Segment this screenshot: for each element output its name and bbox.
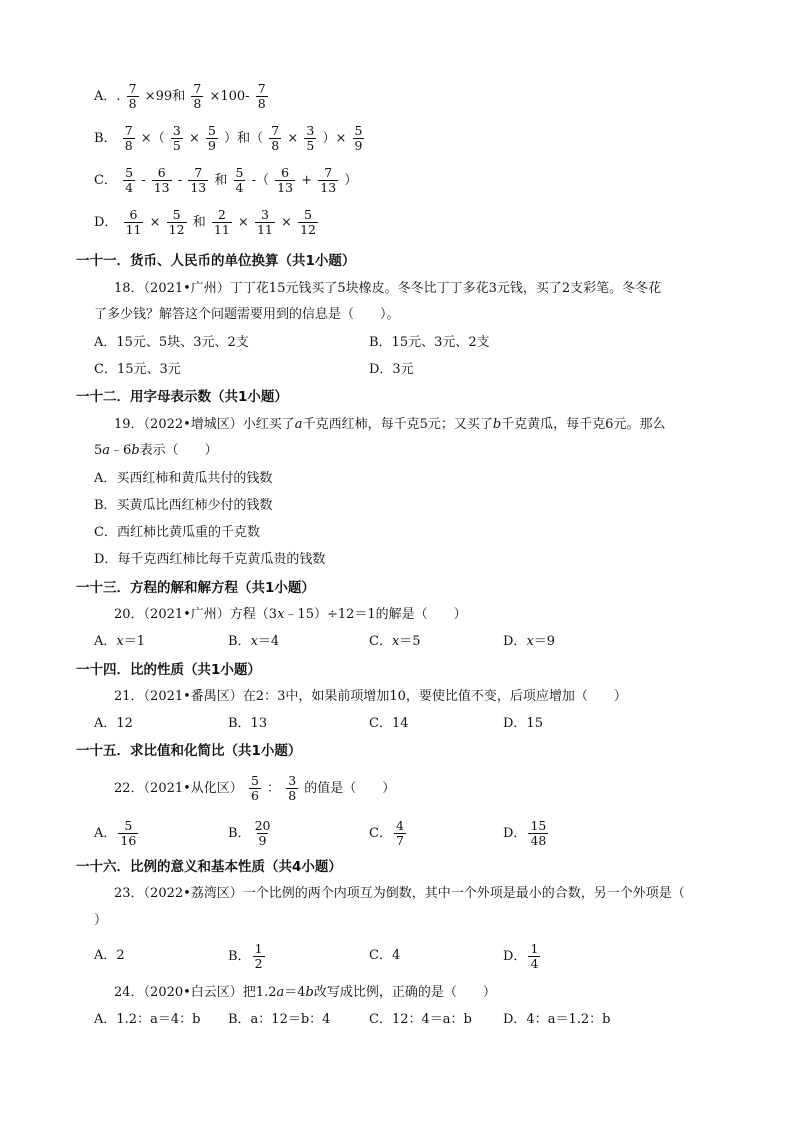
question-18-line2: 了多少钱？解答这个问题需要用到的信息是（ ）。: [94, 307, 400, 322]
fraction: $\frac{5}{4}$: [235, 165, 244, 195]
q24-option-d: D．4：a＝1.2：b: [503, 1012, 611, 1027]
q19-option-d: D．每千克西红柿比每千克黄瓜贵的钱数: [94, 552, 326, 567]
q20-option-a: A．x＝1: [94, 634, 146, 649]
fraction: $\frac{20}{9}$: [254, 818, 271, 848]
question-23-line1: 23．（2022•荔湾区）一个比例的两个内项互为倒数，其中一个外项是最小的合数，另一个外项是（: [114, 886, 685, 901]
fraction: $\frac{5}{6}$: [250, 773, 259, 803]
q18-option-d: D．3元: [369, 362, 414, 377]
section-heading-11: 一十一．货币、人民币的单位换算（共1小题）: [76, 253, 356, 269]
question-22: 22．（2021•从化区） $\frac{5}{6}$ ： $\frac{3}{8}$ 的值是（ ）: [114, 773, 396, 803]
q24-option-b: B．a：12＝b：4: [228, 1012, 331, 1027]
q23-option-a: A．2: [94, 948, 125, 963]
fraction: $\frac{6}{11}$: [125, 207, 142, 237]
fraction: $\frac{1}{2}$: [254, 941, 263, 971]
q21-option-d: D．15: [503, 716, 543, 731]
q22-option-d: D． $\frac{15}{48}$: [503, 818, 547, 848]
fraction: $\frac{5}{12}$: [168, 207, 185, 237]
fraction: $\frac{5}{12}$: [300, 207, 316, 237]
q17-option-c: C． $\frac{5}{4}$ - $\frac{6}{13}$ - $\frac{7}{13}$ 和 $\frac{5}{4}$ -（ $\frac{6}{13}$ + $\frac{7}{13}$ ）: [94, 165, 358, 195]
fraction: $\frac{6}{13}$: [277, 165, 294, 195]
question-18-line1: 18．（2021•广州）丁丁花15元钱买了5块橡皮。冬冬比丁丁多花3元钱，买了2支彩笔。冬冬花: [114, 281, 662, 296]
q22-option-c: C． $\frac{4}{7}$: [369, 818, 404, 848]
fraction: $\frac{5}{9}$: [354, 123, 363, 153]
q17-option-d: D． $\frac{6}{11}$ × $\frac{5}{12}$ 和 $\frac{2}{11}$ × $\frac{3}{11}$ × $\frac{5}{12}$: [94, 207, 316, 237]
fraction: $\frac{6}{13}$: [153, 165, 170, 195]
fraction: $\frac{15}{48}$: [530, 818, 547, 848]
q21-option-b: B．13: [228, 716, 268, 731]
fraction: $\frac{2}{11}$: [213, 207, 230, 237]
q18-option-b: B．15元、3元、2支: [369, 335, 490, 350]
section-heading-15: 一十五．求比值和化简比（共1小题）: [76, 743, 302, 759]
section-heading-14: 一十四．比的性质（共1小题）: [76, 662, 261, 678]
fraction: $\frac{7}{8}$: [124, 123, 133, 153]
q20-option-d: D．x＝9: [503, 634, 556, 649]
question-19-line2: 5a﹣6b表示（ ）: [94, 443, 218, 458]
q20-option-c: C．x＝5: [369, 634, 421, 649]
fraction: $\frac{7}{8}$: [128, 81, 137, 111]
fraction: $\frac{4}{7}$: [395, 818, 404, 848]
q17-option-a: A．. $\frac{7}{8}$ ×99和 $\frac{7}{8}$ ×100- $\frac{7}{8}$: [94, 81, 266, 111]
fraction: $\frac{3}{5}$: [172, 123, 181, 153]
q17-option-b: B． $\frac{7}{8}$ ×（ $\frac{3}{5}$ × $\frac{5}{9}$ ）和（ $\frac{7}{8}$ × $\frac{3}{5}$ ）× $\frac{5}{9}$: [94, 123, 363, 153]
question-21: 21．（2021•番禺区）在2：3中，如果前项增加10，要使比值不变，后项应增加（ ）: [114, 689, 627, 704]
fraction: $\frac{3}{11}$: [256, 207, 273, 237]
q22-option-a: A． $\frac{5}{16}$: [94, 818, 137, 848]
q20-option-b: B．x＝4: [228, 634, 280, 649]
fraction: $\frac{7}{8}$: [271, 123, 280, 153]
fraction: $\frac{7}{8}$: [257, 81, 266, 111]
q24-option-c: C．12：4＝a：b: [369, 1012, 472, 1027]
q18-option-a: A．15元、5块、3元、2支: [94, 335, 249, 350]
section-heading-16: 一十六．比例的意义和基本性质（共4小题）: [76, 859, 342, 875]
q23-option-d: D． $\frac{1}{4}$: [503, 941, 539, 971]
q24-option-a: A．1.2：a＝4：b: [94, 1012, 201, 1027]
q19-option-c: C．西红柿比黄瓜重的千克数: [94, 525, 260, 540]
section-heading-13: 一十三．方程的解和解方程（共1小题）: [76, 580, 315, 596]
question-24: 24．（2020•白云区）把1.2a＝4b改写成比例，正确的是（ ）: [114, 985, 496, 1000]
q18-option-c: C．15元、3元: [94, 362, 181, 377]
q21-option-c: C．14: [369, 716, 409, 731]
fraction: $\frac{3}{5}$: [306, 123, 315, 153]
q23-option-c: C．4: [369, 948, 401, 963]
section-heading-12: 一十二．用字母表示数（共1小题）: [76, 389, 288, 405]
q22-option-b: B． $\frac{20}{9}$: [228, 818, 271, 848]
q19-option-a: A．买西红柿和黄瓜共付的钱数: [94, 471, 273, 486]
question-20: 20．（2021•广州）方程（3x﹣15）÷12＝1的解是（ ）: [114, 607, 467, 622]
fraction: $\frac{5}{9}$: [207, 123, 216, 153]
fraction: $\frac{7}{8}$: [193, 81, 202, 111]
q23-option-b: B． $\frac{1}{2}$: [228, 941, 263, 971]
q21-option-a: A．12: [94, 716, 133, 731]
fraction: $\frac{3}{8}$: [288, 773, 297, 803]
fraction: $\frac{7}{13}$: [320, 165, 337, 195]
question-19-line1: 19．（2022•增城区）小红买了a千克西红柿，每千克5元；又买了b千克黄瓜，每千克6元。那么: [114, 417, 666, 432]
q19-option-b: B．买黄瓜比西红柿少付的钱数: [94, 498, 273, 513]
fraction: $\frac{5}{16}$: [120, 818, 137, 848]
fraction: $\frac{7}{13}$: [190, 165, 207, 195]
fraction: $\frac{5}{4}$: [125, 165, 134, 195]
fraction: $\frac{1}{4}$: [530, 941, 539, 971]
question-23-line2: ）: [94, 913, 108, 928]
